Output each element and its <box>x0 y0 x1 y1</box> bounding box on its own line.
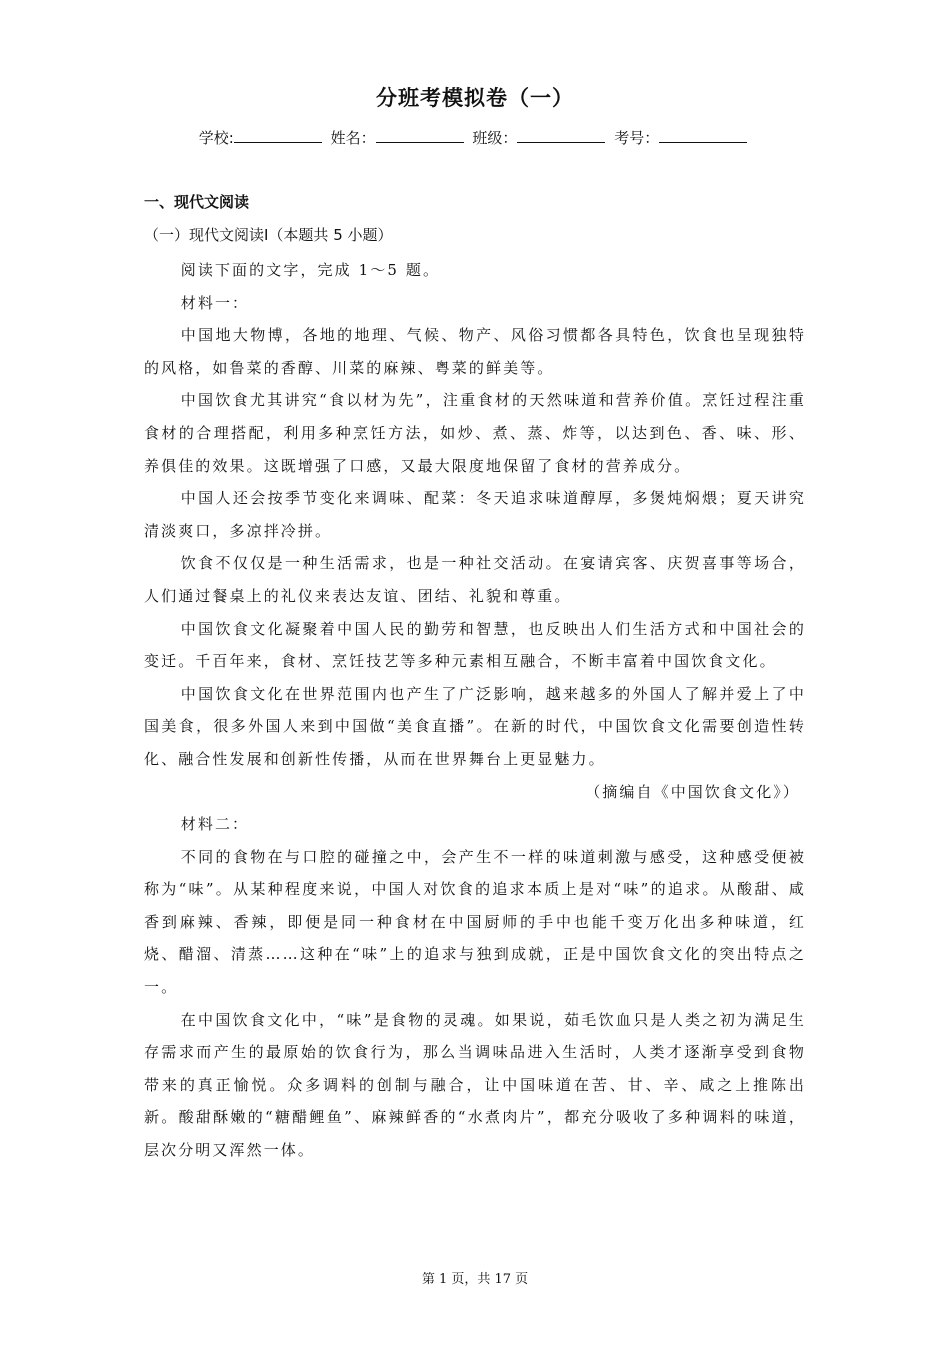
instruction-text: 阅读下面的文字，完成 1～5 题。 <box>180 261 441 279</box>
material-one-source: （摘编自《中国饮食文化》） <box>585 782 800 801</box>
page-title: 分班考模拟卷（一） <box>376 86 574 110</box>
material-two-paragraph: 在中国饮食文化中，“味”是食物的灵魂。如果说，茹毛饮血只是人类之初为满足生存需求而产生的最原始的饮食行为，那么当调味品进入生活时，人类才逐渐享受到食物带来的真正愉悦。众多调料的创制与融合，让中国味道在苦、甘、辛、咸之上推陈出新。酸甜酥嫩的“糖醋鲤鱼”、麻辣鲜香的“水煮肉片”，都充分吸收了多种调料的味道，层次分明又浑然一体。 <box>144 1010 806 1160</box>
material-one-paragraph: 中国饮食文化在世界范围内也产生了广泛影响，越来越多的外国人了解并爱上了中国美食，很多外国人来到中国做“美食直播”。在新的时代，中国饮食文化需要创造性转化、融合性发展和创新性传播，从而在世界舞台上更显魅力。 <box>144 684 806 768</box>
material-two-paragraph: 不同的食物在与口腔的碰撞之中，会产生不一样的味道刺激与感受，这种感受便被称为“味”。从某种程度来说，中国人对饮食的追求本质上是对“味”的追求。从酸甜、咸香到麻辣、香辣，即便是同一种食材在中国厨师的手中也能千变万化出多种味道，红烧、醋溜、清蒸……这种在“味”上的追求与独到成就，正是中国饮食文化的突出特点之一。 <box>144 847 806 997</box>
material-one-paragraph: 中国人还会按季节变化来调味、配菜：冬天追求味道醇厚，多煲炖焖煨；夏天讲究清淡爽口，多凉拌冷拼。 <box>144 489 806 540</box>
page-number-footer: 第 1 页，共 17 页 <box>421 1272 529 1287</box>
material-two-label: 材料二： <box>180 815 250 834</box>
exam-number-blank[interactable] <box>659 128 747 143</box>
section-subheading: （一）现代文阅读I（本题共 5 小题） <box>144 226 393 244</box>
exam-number-label: 考号： <box>614 129 660 147</box>
material-one-label: 材料一： <box>180 293 250 312</box>
reading-passage <box>144 254 806 1167</box>
school-field <box>199 127 326 148</box>
name-field <box>331 127 468 148</box>
student-info-row <box>0 127 950 148</box>
material-one-paragraph: 中国饮食文化凝聚着中国人民的勤劳和智慧，也反映出人们生活方式和中国社会的变迁。千百年来，食材、烹饪技艺等多种元素相互融合，不断丰富着中国饮食文化。 <box>144 619 806 671</box>
name-label: 姓名： <box>330 129 376 147</box>
class-field <box>472 127 609 148</box>
exam-number-field <box>614 127 751 148</box>
class-blank[interactable] <box>517 128 605 143</box>
material-one-paragraph: 中国饮食尤其讲究“食以材为先”，注重食材的天然味道和营养价值。烹饪过程注重食材的合理搭配，利用多种烹饪方法，如炒、煮、蒸、炸等，以达到色、香、味、形、养俱佳的效果。这既增强了口感，又最大限度地保留了食材的营养成分。 <box>144 391 806 475</box>
section-heading: 一、现代文阅读 <box>144 193 250 211</box>
school-label: 学校: <box>198 129 234 147</box>
material-one-paragraph: 中国地大物博，各地的地理、气候、物产、风俗习惯都各具特色，饮食也呈现独特的风格，如鲁菜的香醇、川菜的麻辣、粤菜的鲜美等。 <box>144 326 806 377</box>
class-label: 班级： <box>472 129 518 147</box>
name-blank[interactable] <box>376 128 464 143</box>
material-one-paragraph: 饮食不仅仅是一种生活需求，也是一种社交活动。在宴请宾客、庆贺喜事等场合，人们通过餐桌上的礼仪来表达友谊、团结、礼貌和尊重。 <box>144 554 806 605</box>
school-blank[interactable] <box>234 128 322 143</box>
